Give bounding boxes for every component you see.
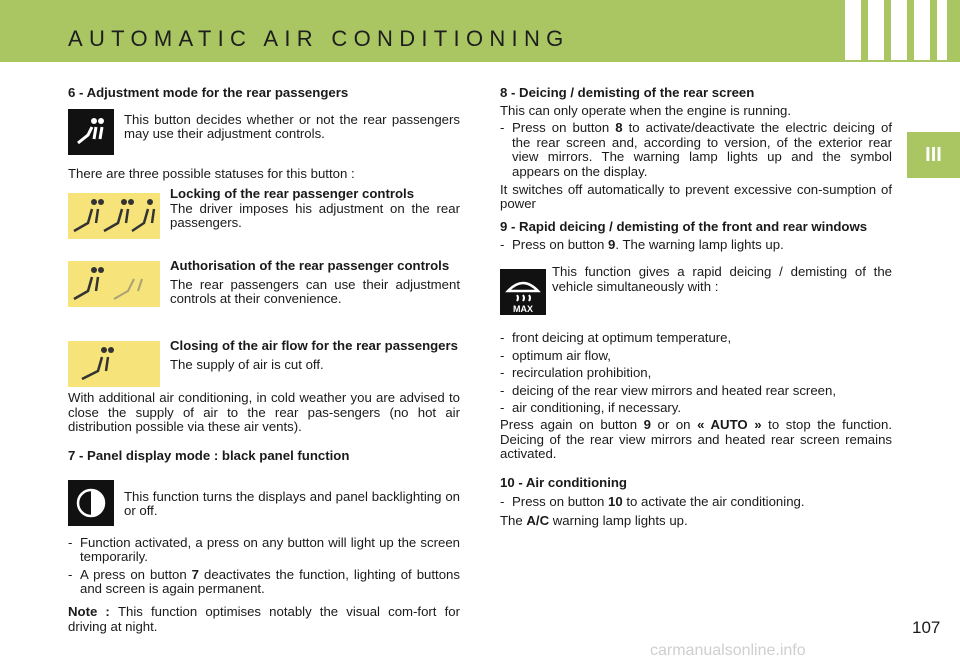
closing-heading: Closing of the air flow for the rear passengers [170, 338, 458, 354]
locking-row [68, 187, 460, 259]
max-demist-icon [500, 269, 546, 315]
locking-text [170, 187, 460, 231]
closing-row [68, 339, 460, 391]
section-7-bullet-1: - Function activated, a press on any button will light up the screen temporarily. [68, 536, 460, 565]
statuses-intro: There are three possible statuses for this button : [68, 165, 355, 181]
section-10-heading: 10 - Air conditioning [500, 474, 627, 490]
list-item: - front deicing at optimum temperature, [500, 331, 892, 346]
section-9-list [500, 331, 892, 416]
authorisation-heading: Authorisation of the rear passenger controls [170, 258, 450, 274]
authorised-rear-controls-icon [68, 261, 160, 307]
closing-description: The supply of air is cut off. [170, 356, 324, 372]
right-column [500, 86, 892, 528]
header-stripe [891, 0, 907, 60]
note-label: Note : [68, 603, 118, 619]
locking-heading: Locking of the rear passenger controls [170, 186, 415, 202]
black-panel-icon [68, 480, 114, 526]
section-7-heading: 7 - Panel display mode : black panel function [68, 447, 350, 463]
section-8-heading: 8 - Deicing / demisting of the rear screen [500, 85, 755, 100]
rear-passenger-seat-icon [68, 109, 114, 155]
max-label: MAX [513, 303, 533, 314]
list-item: - deicing of the rear view mirrors and heated rear screen, [500, 384, 892, 399]
section-10-warning-lamp: The A/C warning lamp lights up. [500, 512, 688, 528]
watermark: carmanualsonline.info [650, 642, 806, 659]
closing-text [170, 339, 460, 372]
section-7-description: This function turns the displays and panel backlighting on or off. [124, 488, 460, 519]
section-9-bullet-1: - Press on button 9. The warning lamp lights up. [500, 238, 892, 253]
header-stripe [845, 0, 861, 60]
left-column [68, 86, 460, 634]
header-stripe [914, 0, 930, 60]
page-title: AUTOMATIC AIR CONDITIONING [68, 26, 570, 51]
authorisation-description: The rear passengers can use their adjustment controls at their convenience. [170, 276, 460, 307]
list-item: - recirculation prohibition, [500, 366, 892, 381]
section-6-description: This button decides whether or not the rear passengers may use their adjustment controls. [124, 111, 460, 142]
locking-description: The driver imposes his adjustment on the rear passengers. [170, 200, 460, 231]
night-driving-note: Note : This function optimises notably the visual com-fort for driving at night. [68, 603, 460, 634]
section-8-bullet-1: - Press on button 8 to activate/deactivate the electric deicing of the rear screen and, according to version, of the exterior rear view mirrors. The warning lamp lights up and the symbol appears on the display. [500, 121, 892, 179]
header-stripe [937, 0, 947, 60]
section-9-description: This function gives a rapid deicing / demisting of the vehicle simultaneously with : [552, 263, 892, 294]
header-stripe [868, 0, 884, 60]
list-item: - air conditioning, if necessary. [500, 401, 892, 416]
section-8-auto-off: It switches off automatically to prevent excessive con-sumption of power [500, 181, 892, 212]
section-7-bullet-2: - A press on button 7 deactivates the function, lighting of buttons and screen is again permanent. [68, 568, 460, 597]
page-header [0, 0, 960, 62]
rapid-deicing-row [500, 265, 892, 317]
authorisation-row [68, 259, 460, 339]
chapter-tab[interactable]: III [907, 132, 960, 178]
authorisation-text [170, 259, 460, 307]
closed-rear-airflow-icon [68, 341, 160, 387]
section-6-heading: 6 - Adjustment mode for the rear passengers [68, 85, 349, 100]
black-panel-row [68, 480, 460, 528]
section-9-stop-instructions: Press again on button 9 or on « AUTO » to stop the function. Deicing of the rear view mirrors and heated rear screen remains activated. [500, 416, 893, 462]
list-item: - optimum air flow, [500, 349, 892, 364]
page-number: 107 [912, 618, 941, 637]
section-10-bullet-1: - Press on button 10 to activate the air conditioning. [500, 495, 892, 510]
rear-adjust-row [68, 109, 460, 157]
section-8-engine-note: This can only operate when the engine is running. [500, 102, 792, 118]
locked-rear-controls-icon [68, 193, 160, 239]
additional-ac-note: With additional air conditioning, in cold weather you are advised to close the supply of air to the rear pas-sengers (no hot air distribution possible via these air vents). [68, 390, 460, 435]
section-9-heading: 9 - Rapid deicing / demisting of the front and rear windows [500, 218, 868, 234]
